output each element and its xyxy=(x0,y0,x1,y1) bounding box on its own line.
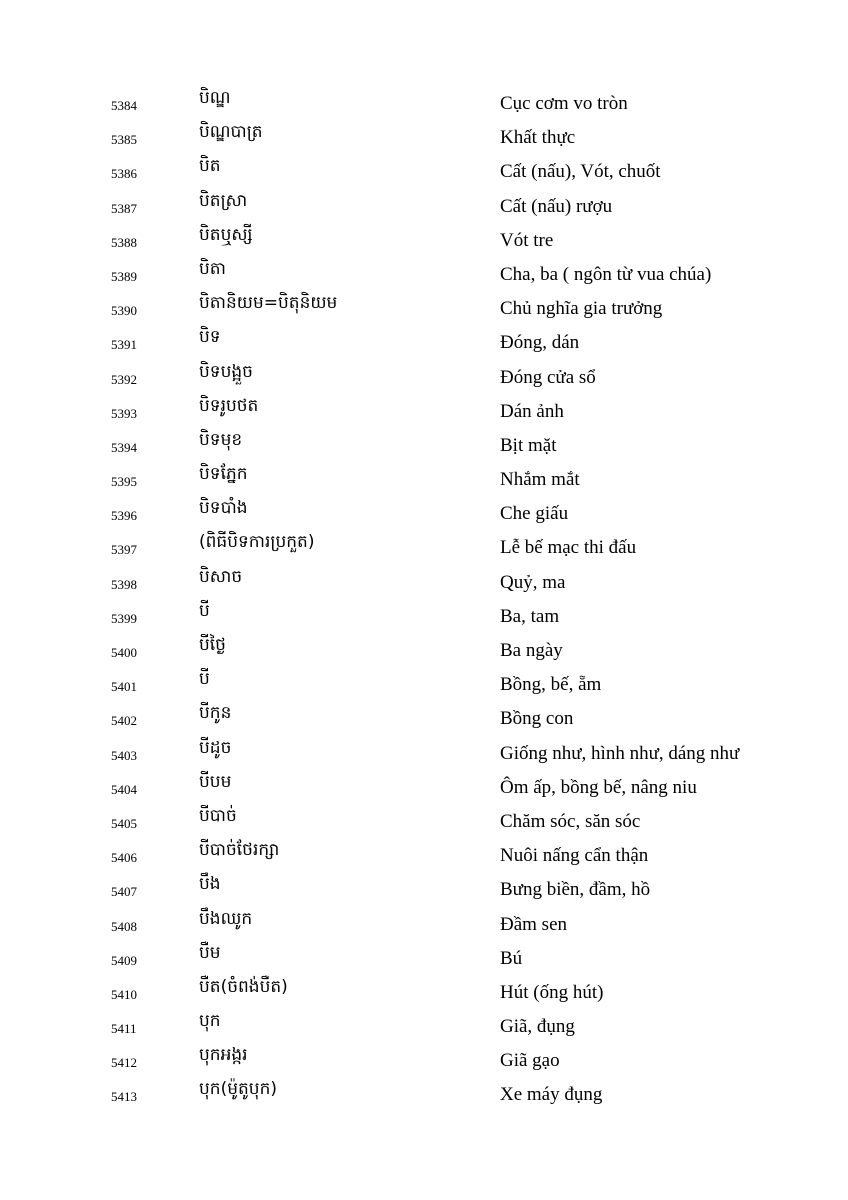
khmer-term: បិតា xyxy=(199,258,226,279)
entry-number: 5390 xyxy=(111,303,137,319)
khmer-term: បិសាច xyxy=(199,566,243,587)
entry-number: 5401 xyxy=(111,679,137,695)
vietnamese-meaning: Nuôi nấng cẩn thận xyxy=(500,845,649,867)
entry-number: 5389 xyxy=(111,268,137,284)
vietnamese-meaning: Bồng con xyxy=(500,708,574,730)
khmer-term: បីបាច់ xyxy=(199,805,237,826)
dictionary-entry xyxy=(0,428,848,462)
dictionary-entry xyxy=(0,496,848,530)
entry-number: 5395 xyxy=(111,474,137,490)
vietnamese-meaning: Bưng biền, đầm, hồ xyxy=(500,879,651,901)
entry-number: 5405 xyxy=(111,815,137,831)
entry-number: 5404 xyxy=(111,781,137,797)
khmer-term: បីបាច់ថែរក្សា xyxy=(199,840,280,861)
vietnamese-meaning: Ôm ấp, bồng bế, nâng niu xyxy=(500,776,697,798)
khmer-term: បឹងឈូក xyxy=(199,908,253,929)
entry-number: 5411 xyxy=(111,1021,137,1037)
khmer-term: បិទ xyxy=(199,327,221,348)
vietnamese-meaning: Bịt mặt xyxy=(500,434,557,456)
entry-number: 5399 xyxy=(111,610,137,626)
dictionary-entry xyxy=(0,599,848,633)
khmer-term: បិទភ្នែក xyxy=(199,464,248,485)
khmer-term: បិទបង្អួច xyxy=(199,361,253,382)
khmer-term: បុកអង្ករ xyxy=(199,1045,248,1066)
entry-number: 5398 xyxy=(111,576,137,592)
entry-number: 5408 xyxy=(111,918,137,934)
khmer-term: (ពិធីបិទការប្រកួត) xyxy=(199,532,315,553)
dictionary-entry xyxy=(0,120,848,154)
vietnamese-meaning: Bú xyxy=(500,947,523,969)
khmer-term: បិទរូបថត xyxy=(199,395,259,416)
khmer-term: បុក xyxy=(199,1011,221,1032)
vietnamese-meaning: Che giấu xyxy=(500,503,569,525)
dictionary-entry xyxy=(0,1077,848,1111)
vietnamese-meaning: Cục cơm vo tròn xyxy=(500,93,628,114)
vietnamese-meaning: Hút (ống hút) xyxy=(500,981,604,1003)
khmer-term: បឺត(ចំពង់បឺត) xyxy=(199,976,288,997)
vietnamese-meaning: Chăm sóc, săn sóc xyxy=(500,810,641,832)
dictionary-entry xyxy=(0,154,848,188)
dictionary-entry xyxy=(0,736,848,770)
khmer-term: បិទបាំង xyxy=(199,498,248,519)
dictionary-entry xyxy=(0,394,848,428)
entry-number: 5385 xyxy=(111,132,137,148)
vietnamese-meaning: Giống như, hình như, dáng như xyxy=(500,742,740,764)
vietnamese-meaning: Đóng cửa sổ xyxy=(500,366,596,388)
entry-number: 5392 xyxy=(111,371,137,387)
vietnamese-meaning: Dán ảnh xyxy=(500,400,564,422)
entry-number: 5407 xyxy=(111,884,137,900)
khmer-term: បិតានិយម=បិតុនិយម xyxy=(199,293,338,314)
vietnamese-meaning: Bồng, bế, ẵm xyxy=(500,674,602,696)
entry-number: 5413 xyxy=(111,1089,137,1105)
vietnamese-meaning: Chủ nghĩa gia trưởng xyxy=(500,298,663,320)
vietnamese-meaning: Nhắm mắt xyxy=(500,469,580,491)
dictionary-entry xyxy=(0,530,848,564)
vietnamese-meaning: Vót tre xyxy=(500,229,554,251)
vietnamese-meaning: Đầm sen xyxy=(500,913,568,935)
entry-number: 5410 xyxy=(111,986,137,1002)
entry-number: 5396 xyxy=(111,508,137,524)
khmer-term: បីកូន xyxy=(199,703,232,724)
khmer-term: បិតឬស្សី xyxy=(199,224,253,245)
entry-number: 5386 xyxy=(111,166,137,182)
dictionary-entry xyxy=(0,1009,848,1043)
dictionary-entry xyxy=(0,360,848,394)
dictionary-entry xyxy=(0,86,848,120)
khmer-term: បិណ្ឌ xyxy=(199,88,231,108)
dictionary-entry xyxy=(0,257,848,291)
vietnamese-meaning: Ba, tam xyxy=(500,605,560,627)
vietnamese-meaning: Xe máy đụng xyxy=(500,1084,603,1106)
dictionary-entry xyxy=(0,189,848,223)
entry-number: 5391 xyxy=(111,337,137,353)
entry-number: 5388 xyxy=(111,234,137,250)
entry-number: 5402 xyxy=(111,713,137,729)
entry-number: 5400 xyxy=(111,645,137,660)
dictionary-entry xyxy=(0,1043,848,1077)
khmer-term: បីដូច xyxy=(199,737,232,758)
khmer-term: បី xyxy=(199,669,210,690)
khmer-term: បី xyxy=(199,600,210,621)
khmer-term: បីបម xyxy=(199,771,232,792)
dictionary-entry xyxy=(0,291,848,325)
dictionary-entry xyxy=(0,462,848,496)
khmer-term: បិត xyxy=(199,156,221,177)
dictionary-entry xyxy=(0,975,848,1009)
khmer-term: បិណ្ឌបាត្រ xyxy=(199,122,263,143)
khmer-term: បីថ្ងៃ xyxy=(199,635,226,655)
entry-number: 5412 xyxy=(111,1055,137,1071)
dictionary-entry xyxy=(0,804,848,838)
khmer-term: បឺម xyxy=(199,942,221,963)
khmer-term: បុក(ម៉ូតូបុក) xyxy=(199,1079,278,1100)
entry-number: 5387 xyxy=(111,200,137,216)
vietnamese-meaning: Giã gạo xyxy=(500,1050,560,1072)
dictionary-entry xyxy=(0,325,848,359)
entry-number: 5406 xyxy=(111,850,137,866)
khmer-term: បឹង xyxy=(199,874,221,895)
vietnamese-meaning: Quỷ, ma xyxy=(500,571,566,593)
dictionary-entry xyxy=(0,701,848,735)
dictionary-entry xyxy=(0,770,848,804)
dictionary-entry xyxy=(0,872,848,906)
khmer-term: បិទមុខ xyxy=(199,429,243,450)
dictionary-entry xyxy=(0,667,848,701)
entry-number: 5409 xyxy=(111,952,137,968)
vietnamese-meaning: Cất (nấu) rượu xyxy=(500,195,613,217)
dictionary-entry xyxy=(0,941,848,975)
vietnamese-meaning: Khất thực xyxy=(500,127,576,149)
entry-number: 5394 xyxy=(111,439,137,455)
vietnamese-meaning: Cha, ba ( ngôn từ vua chúa) xyxy=(500,263,712,285)
entry-number: 5397 xyxy=(111,542,137,558)
entry-number: 5403 xyxy=(111,747,137,763)
vietnamese-meaning: Đóng, dán xyxy=(500,332,580,354)
entry-number: 5393 xyxy=(111,405,137,421)
vietnamese-meaning: Ba ngày xyxy=(500,640,563,661)
dictionary-entries xyxy=(0,86,848,1112)
vietnamese-meaning: Lễ bế mạc thi đấu xyxy=(500,537,637,559)
dictionary-entry xyxy=(0,633,848,667)
dictionary-entry xyxy=(0,838,848,872)
vietnamese-meaning: Cất (nấu), Vót, chuốt xyxy=(500,161,661,183)
entry-number: 5384 xyxy=(111,98,137,113)
dictionary-entry xyxy=(0,223,848,257)
dictionary-entry xyxy=(0,907,848,941)
khmer-term: បិតស្រា xyxy=(199,190,248,211)
vietnamese-meaning: Giã, đụng xyxy=(500,1016,575,1038)
dictionary-entry xyxy=(0,565,848,599)
